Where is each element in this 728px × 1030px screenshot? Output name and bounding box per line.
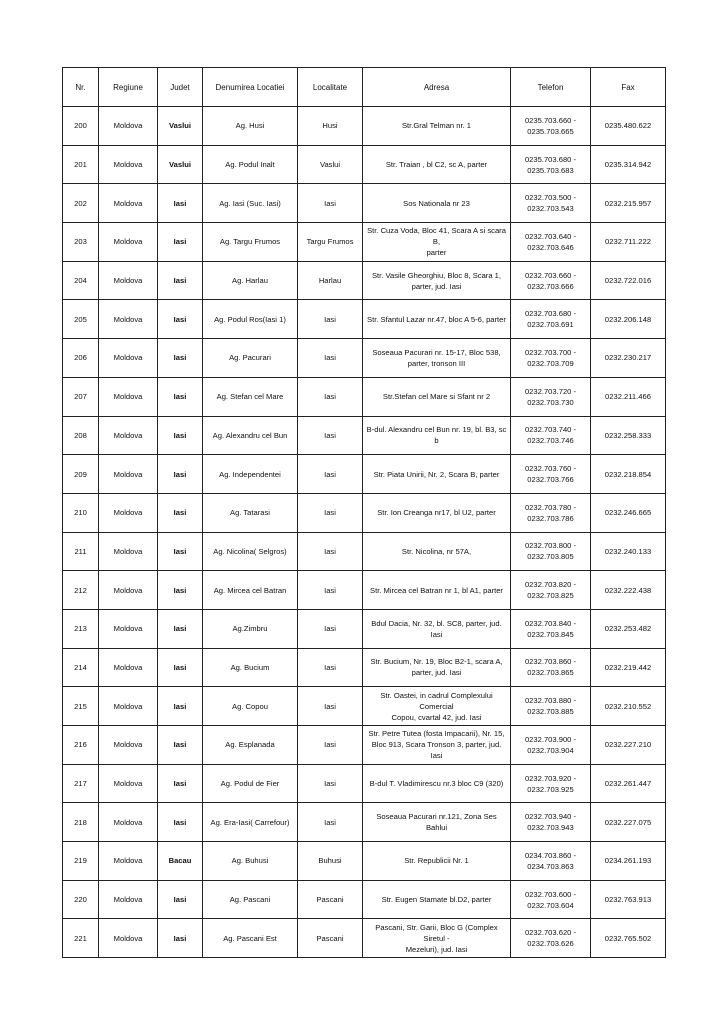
cell-judet: Iasi [158, 648, 203, 687]
cell-telefon: 0232.703.680 - 0232.703.691 [511, 300, 591, 339]
cell-adresa: Str. Vasile Gheorghiu, Bloc 8, Scara 1, parter, jud. Iasi [363, 261, 511, 300]
cell-localitate: Iasi [298, 803, 363, 842]
cell-judet: Iasi [158, 416, 203, 455]
cell-fax: 0234.261.193 [591, 842, 666, 881]
cell-judet: Vaslui [158, 107, 203, 146]
cell-localitate: Iasi [298, 184, 363, 223]
cell-adresa: Str. Ion Creanga nr17, bl U2, parter [363, 493, 511, 532]
cell-judet: Vaslui [158, 145, 203, 184]
cell-localitate: Targu Frumos [298, 223, 363, 262]
cell-judet: Bacau [158, 842, 203, 881]
cell-fax: 0235.480.622 [591, 107, 666, 146]
cell-denumire: Ag. Stefan cel Mare [203, 377, 298, 416]
cell-localitate: Iasi [298, 532, 363, 571]
cell-localitate: Vaslui [298, 145, 363, 184]
cell-nr: 203 [63, 223, 99, 262]
table-row [63, 223, 666, 262]
cell-denumire: Ag. Pascani Est [203, 919, 298, 958]
cell-adresa: Str. Republicii Nr. 1 [363, 842, 511, 881]
cell-telefon: 0235.703.660 - 0235.703.665 [511, 107, 591, 146]
cell-nr: 207 [63, 377, 99, 416]
cell-localitate: Iasi [298, 493, 363, 532]
cell-regiune: Moldova [99, 339, 158, 378]
cell-regiune: Moldova [99, 880, 158, 919]
cell-localitate: Iasi [298, 609, 363, 648]
cell-fax: 0235.314.942 [591, 145, 666, 184]
cell-judet: Iasi [158, 571, 203, 610]
cell-denumire: Ag. Independentei [203, 455, 298, 494]
cell-telefon: 0232.703.740 - 0232.703.746 [511, 416, 591, 455]
table-row [63, 184, 666, 223]
cell-telefon: 0232.703.600 - 0232.703.604 [511, 880, 591, 919]
cell-denumire: Ag.Zimbru [203, 609, 298, 648]
cell-regiune: Moldova [99, 532, 158, 571]
cell-nr: 214 [63, 648, 99, 687]
cell-fax: 0232.253.482 [591, 609, 666, 648]
cell-fax: 0232.206.148 [591, 300, 666, 339]
cell-adresa: Sos Nationala nr 23 [363, 184, 511, 223]
header-regiune: Regiune [99, 68, 158, 107]
cell-telefon: 0232.703.820 - 0232.703.825 [511, 571, 591, 610]
cell-adresa: B-dul T. Vladimirescu nr.3 bloc C9 (320) [363, 764, 511, 803]
cell-telefon: 0232.703.660 - 0232.703.666 [511, 261, 591, 300]
table-row [63, 416, 666, 455]
cell-adresa: Str.Stefan cel Mare si Sfant nr 2 [363, 377, 511, 416]
cell-nr: 215 [63, 687, 99, 726]
cell-regiune: Moldova [99, 842, 158, 881]
cell-regiune: Moldova [99, 609, 158, 648]
header-fax: Fax [591, 68, 666, 107]
cell-regiune: Moldova [99, 455, 158, 494]
header-adresa: Adresa [363, 68, 511, 107]
cell-judet: Iasi [158, 687, 203, 726]
cell-telefon: 0232.703.500 - 0232.703.543 [511, 184, 591, 223]
cell-localitate: Iasi [298, 687, 363, 726]
cell-adresa: Soseaua Pacurari nr. 15-17, Bloc 538, parter, tronson III [363, 339, 511, 378]
cell-nr: 202 [63, 184, 99, 223]
cell-telefon: 0232.703.940 - 0232.703.943 [511, 803, 591, 842]
table-row [63, 609, 666, 648]
cell-judet: Iasi [158, 609, 203, 648]
cell-nr: 212 [63, 571, 99, 610]
cell-adresa: Str. Oastei, in cadrul Complexului Comercial Copou, cvartal 42, jud. Iasi [363, 687, 511, 726]
cell-telefon: 0232.703.800 - 0232.703.805 [511, 532, 591, 571]
cell-nr: 204 [63, 261, 99, 300]
cell-nr: 206 [63, 339, 99, 378]
cell-denumire: Ag. Husi [203, 107, 298, 146]
cell-judet: Iasi [158, 764, 203, 803]
table-row [63, 842, 666, 881]
cell-regiune: Moldova [99, 648, 158, 687]
cell-regiune: Moldova [99, 107, 158, 146]
cell-localitate: Iasi [298, 764, 363, 803]
cell-fax: 0232.210.552 [591, 687, 666, 726]
cell-judet: Iasi [158, 261, 203, 300]
table-row [63, 687, 666, 726]
cell-judet: Iasi [158, 223, 203, 262]
cell-fax: 0232.211.466 [591, 377, 666, 416]
header-judet: Judet [158, 68, 203, 107]
cell-regiune: Moldova [99, 416, 158, 455]
table-row [63, 803, 666, 842]
cell-adresa: Bdul Dacia, Nr. 32, bl. SC8, parter, jud. Iasi [363, 609, 511, 648]
header-row [63, 68, 666, 107]
cell-fax: 0232.218.854 [591, 455, 666, 494]
table-row [63, 919, 666, 958]
cell-denumire: Ag. Iasi (Suc. Iasi) [203, 184, 298, 223]
cell-telefon: 0235.703.680 - 0235.703.683 [511, 145, 591, 184]
cell-fax: 0232.230.217 [591, 339, 666, 378]
cell-regiune: Moldova [99, 223, 158, 262]
cell-nr: 210 [63, 493, 99, 532]
cell-regiune: Moldova [99, 764, 158, 803]
table-row [63, 261, 666, 300]
cell-regiune: Moldova [99, 571, 158, 610]
cell-nr: 205 [63, 300, 99, 339]
locations-table [62, 67, 666, 958]
cell-fax: 0232.765.502 [591, 919, 666, 958]
cell-localitate: Buhusi [298, 842, 363, 881]
cell-fax: 0232.215.957 [591, 184, 666, 223]
cell-denumire: Ag. Era-Iasi( Carrefour) [203, 803, 298, 842]
cell-fax: 0232.763.913 [591, 880, 666, 919]
cell-adresa: Str. Nicolina, nr 57A, [363, 532, 511, 571]
cell-telefon: 0232.703.620 - 0232.703.626 [511, 919, 591, 958]
header-telefon: Telefon [511, 68, 591, 107]
table-row [63, 145, 666, 184]
cell-denumire: Ag. Bucium [203, 648, 298, 687]
cell-telefon: 0234.703.860 - 0234.703.863 [511, 842, 591, 881]
cell-judet: Iasi [158, 493, 203, 532]
cell-telefon: 0232.703.880 - 0232.703.885 [511, 687, 591, 726]
cell-fax: 0232.722.016 [591, 261, 666, 300]
cell-nr: 213 [63, 609, 99, 648]
cell-denumire: Ag. Pascani [203, 880, 298, 919]
table-row [63, 107, 666, 146]
cell-telefon: 0232.703.760 - 0232.703.766 [511, 455, 591, 494]
cell-localitate: Iasi [298, 416, 363, 455]
cell-localitate: Pascani [298, 919, 363, 958]
cell-telefon: 0232.703.860 - 0232.703.865 [511, 648, 591, 687]
cell-adresa: Str. Piata Unirii, Nr. 2, Scara B, parter [363, 455, 511, 494]
cell-nr: 221 [63, 919, 99, 958]
cell-localitate: Iasi [298, 455, 363, 494]
cell-adresa: Str. Mircea cel Batran nr 1, bl A1, parter [363, 571, 511, 610]
cell-judet: Iasi [158, 339, 203, 378]
cell-regiune: Moldova [99, 493, 158, 532]
cell-judet: Iasi [158, 880, 203, 919]
table-row [63, 880, 666, 919]
header-nr: Nr. [63, 68, 99, 107]
table-row [63, 339, 666, 378]
header-localitate: Localitate [298, 68, 363, 107]
cell-judet: Iasi [158, 803, 203, 842]
cell-regiune: Moldova [99, 261, 158, 300]
cell-nr: 216 [63, 726, 99, 765]
cell-regiune: Moldova [99, 300, 158, 339]
cell-denumire: Ag. Nicolina( Selgros) [203, 532, 298, 571]
cell-adresa: Pascani, Str. Garii, Bloc G (Complex Siretul - Mezeluri), jud. Iasi [363, 919, 511, 958]
cell-regiune: Moldova [99, 726, 158, 765]
cell-regiune: Moldova [99, 687, 158, 726]
cell-denumire: Ag. Buhusi [203, 842, 298, 881]
cell-denumire: Ag. Pacurari [203, 339, 298, 378]
cell-fax: 0232.240.133 [591, 532, 666, 571]
cell-localitate: Iasi [298, 377, 363, 416]
cell-nr: 201 [63, 145, 99, 184]
cell-nr: 217 [63, 764, 99, 803]
cell-adresa: Str. Cuza Voda, Bloc 41, Scara A si scara B, parter [363, 223, 511, 262]
cell-denumire: Ag. Harlau [203, 261, 298, 300]
cell-denumire: Ag. Podul Inalt [203, 145, 298, 184]
cell-localitate: Harlau [298, 261, 363, 300]
table-row [63, 648, 666, 687]
table-row [63, 726, 666, 765]
cell-localitate: Iasi [298, 726, 363, 765]
cell-localitate: Iasi [298, 339, 363, 378]
cell-denumire: Ag. Podul de Fier [203, 764, 298, 803]
cell-judet: Iasi [158, 377, 203, 416]
cell-adresa: Str. Petre Tutea (fosta Impacarii), Nr. 15, Bloc 913, Scara Tronson 3, parter, jud. Iasi [363, 726, 511, 765]
cell-regiune: Moldova [99, 803, 158, 842]
cell-adresa: Str.Gral Telman nr. 1 [363, 107, 511, 146]
cell-fax: 0232.227.075 [591, 803, 666, 842]
cell-denumire: Ag. Podul Ros(Iasi 1) [203, 300, 298, 339]
cell-telefon: 0232.703.640 - 0232.703.646 [511, 223, 591, 262]
cell-fax: 0232.219.442 [591, 648, 666, 687]
table-row [63, 377, 666, 416]
cell-regiune: Moldova [99, 145, 158, 184]
cell-adresa: Str. Traian , bl C2, sc A, parter [363, 145, 511, 184]
cell-regiune: Moldova [99, 377, 158, 416]
header-denumire: Denumirea Locatiei [203, 68, 298, 107]
cell-telefon: 0232.703.900 - 0232.703.904 [511, 726, 591, 765]
cell-adresa: B-dul. Alexandru cel Bun nr. 19, bl. B3, sc b [363, 416, 511, 455]
table-row [63, 532, 666, 571]
cell-denumire: Ag. Alexandru cel Bun [203, 416, 298, 455]
cell-nr: 219 [63, 842, 99, 881]
cell-adresa: Soseaua Pacurari nr.121, Zona Ses Bahlui [363, 803, 511, 842]
cell-judet: Iasi [158, 184, 203, 223]
cell-nr: 208 [63, 416, 99, 455]
cell-adresa: Str. Bucium, Nr. 19, Bloc B2-1, scara A, parter, jud. Iasi [363, 648, 511, 687]
cell-adresa: Str. Sfantul Lazar nr.47, bloc A 5-6, parter [363, 300, 511, 339]
cell-telefon: 0232.703.720 - 0232.703.730 [511, 377, 591, 416]
cell-denumire: Ag. Esplanada [203, 726, 298, 765]
cell-localitate: Iasi [298, 648, 363, 687]
cell-fax: 0232.258.333 [591, 416, 666, 455]
cell-nr: 218 [63, 803, 99, 842]
cell-denumire: Ag. Mircea cel Batran [203, 571, 298, 610]
table-row [63, 493, 666, 532]
cell-judet: Iasi [158, 455, 203, 494]
cell-nr: 211 [63, 532, 99, 571]
cell-denumire: Ag. Copou [203, 687, 298, 726]
cell-judet: Iasi [158, 919, 203, 958]
table-row [63, 571, 666, 610]
cell-localitate: Iasi [298, 300, 363, 339]
cell-judet: Iasi [158, 532, 203, 571]
cell-fax: 0232.246.665 [591, 493, 666, 532]
cell-localitate: Husi [298, 107, 363, 146]
cell-nr: 209 [63, 455, 99, 494]
table-row [63, 455, 666, 494]
cell-judet: Iasi [158, 300, 203, 339]
cell-localitate: Pascani [298, 880, 363, 919]
cell-denumire: Ag. Tatarasi [203, 493, 298, 532]
cell-adresa: Str. Eugen Stamate bl.D2, parter [363, 880, 511, 919]
cell-denumire: Ag. Targu Frumos [203, 223, 298, 262]
cell-nr: 200 [63, 107, 99, 146]
table-row [63, 300, 666, 339]
cell-regiune: Moldova [99, 919, 158, 958]
cell-telefon: 0232.703.840 - 0232.703.845 [511, 609, 591, 648]
cell-fax: 0232.261.447 [591, 764, 666, 803]
cell-nr: 220 [63, 880, 99, 919]
cell-judet: Iasi [158, 726, 203, 765]
cell-regiune: Moldova [99, 184, 158, 223]
table-row [63, 764, 666, 803]
cell-telefon: 0232.703.920 - 0232.703.925 [511, 764, 591, 803]
cell-fax: 0232.711.222 [591, 223, 666, 262]
cell-telefon: 0232.703.700 - 0232.703.709 [511, 339, 591, 378]
cell-fax: 0232.222.438 [591, 571, 666, 610]
cell-localitate: Iasi [298, 571, 363, 610]
cell-telefon: 0232.703.780 - 0232.703.786 [511, 493, 591, 532]
cell-fax: 0232.227.210 [591, 726, 666, 765]
